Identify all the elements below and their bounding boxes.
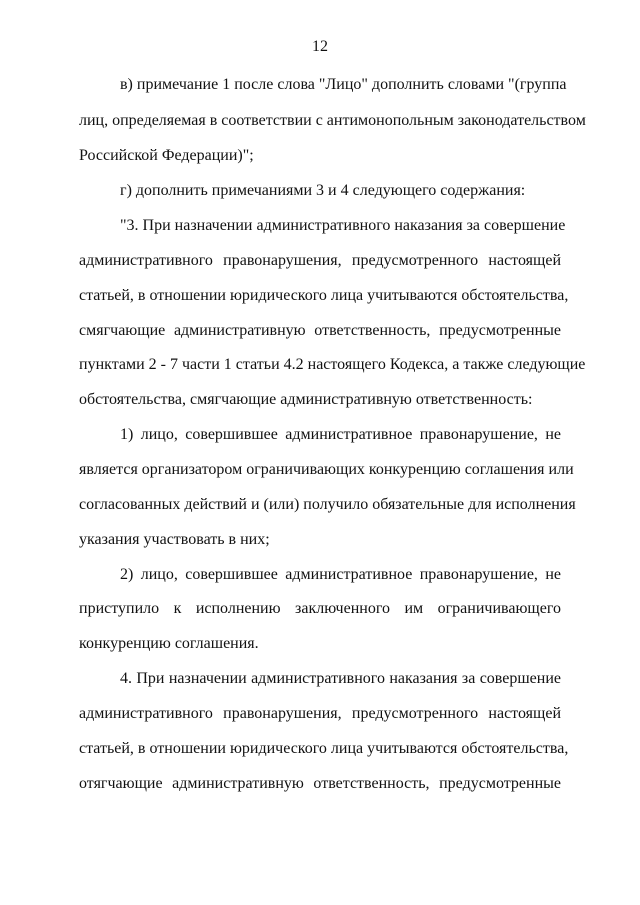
text-line: является организатором ограничивающих конкуренцию соглашения или	[79, 461, 574, 478]
text-line: 4. При назначении административного наказания за совершение	[120, 670, 561, 687]
text-line: отягчающие административную ответственность, предусмотренные	[79, 775, 561, 792]
text-line: конкуренцию соглашения.	[79, 635, 259, 652]
text-line: 2) лицо, совершившее административное правонарушение, не	[120, 566, 561, 583]
text-line: статьей, в отношении юридического лица учитываются обстоятельства,	[79, 740, 569, 757]
text-line: приступило к исполнению заключенного им ограничивающего	[79, 600, 561, 617]
text-line: лиц, определяемая в соответствии с антимонопольным законодательством	[79, 112, 586, 129]
page-number: 12	[312, 38, 328, 55]
text-line: в) примечание 1 после слова "Лицо" дополнить словами "(группа	[120, 76, 567, 93]
text-line: Российской Федерации)";	[79, 147, 254, 164]
text-line: административного правонарушения, предусмотренного настоящей	[79, 705, 561, 722]
text-line: "3. При назначении административного наказания за совершение	[120, 217, 566, 234]
text-line: указания участвовать в них;	[79, 531, 270, 548]
text-line: пунктами 2 - 7 части 1 статьи 4.2 настоящего Кодекса, а также следующие	[79, 356, 586, 373]
text-line: административного правонарушения, предусмотренного настоящей	[79, 252, 561, 269]
text-line: 1) лицо, совершившее административное правонарушение, не	[120, 426, 561, 443]
text-line: г) дополнить примечаниями 3 и 4 следующего содержания:	[120, 182, 526, 199]
text-line: согласованных действий и (или) получило обязательные для исполнения	[79, 496, 576, 513]
text-line: статьей, в отношении юридического лица учитываются обстоятельства,	[79, 287, 569, 304]
text-line: обстоятельства, смягчающие административную ответственность:	[79, 391, 533, 408]
text-line: смягчающие административную ответственность, предусмотренные	[79, 322, 561, 339]
